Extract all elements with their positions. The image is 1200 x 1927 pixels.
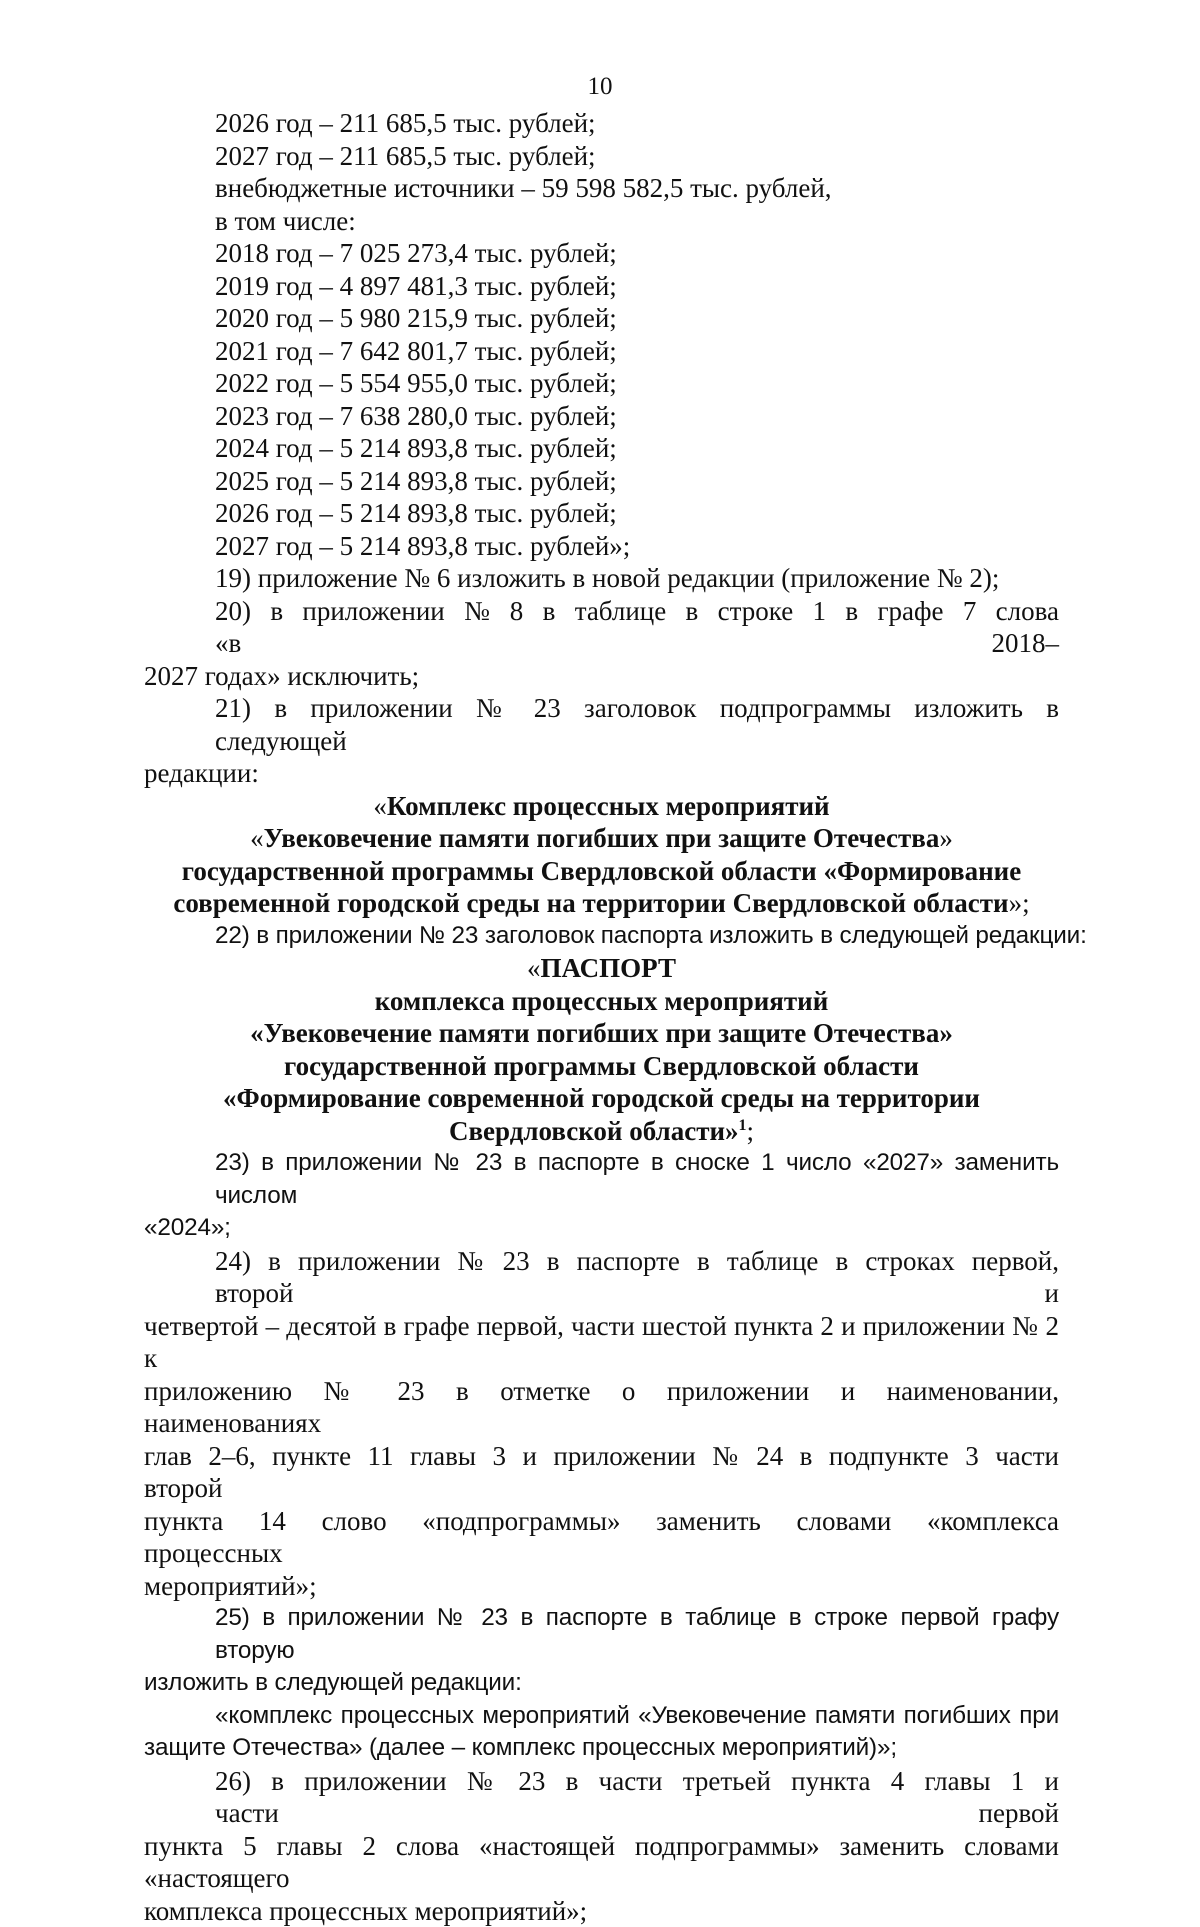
item-23-line: «2024»; (144, 1212, 1059, 1245)
budget-line: 2018 год – 7 025 273,4 тыс. рублей; (144, 237, 1059, 270)
item-26 (144, 1765, 1059, 1927)
item-19: 19) приложение № 6 изложить в новой редакции (приложение № 2); (144, 562, 1059, 595)
item-25-line: 25) в приложении № 23 в паспорте в таблице в строке первой графу вторую (144, 1602, 1059, 1667)
budget-line: 2024 год – 5 214 893,8 тыс. рублей; (144, 432, 1059, 465)
item-26-line: пункта 5 главы 2 слова «настоящей подпрограммы» заменить словами «настоящего (144, 1830, 1059, 1895)
budget-line: в том числе: (144, 205, 1059, 238)
budget-line: 2025 год – 5 214 893,8 тыс. рублей; (144, 465, 1059, 498)
budget-line: 2027 год – 211 685,5 тыс. рублей; (144, 140, 1059, 173)
page-number: 10 (0, 72, 1200, 102)
item-24-line: 24) в приложении № 23 в паспорте в таблице в строках первой, второй и (144, 1245, 1059, 1310)
quote-mark: « (373, 791, 387, 821)
passport-title-line: ПАСПОРТ (541, 953, 677, 983)
budget-list (144, 107, 1059, 562)
item-25-quote-line: «комплекс процессных мероприятий «Увековечение памяти погибших при (144, 1700, 1059, 1733)
item-24-line: глав 2–6, пункте 11 главы 3 и приложении № 24 в подпункте 3 части второй (144, 1440, 1059, 1505)
item-21-line: 21) в приложении № 23 заголовок подпрограммы изложить в следующей (144, 692, 1059, 757)
budget-line: 2022 год – 5 554 955,0 тыс. рублей; (144, 367, 1059, 400)
quote-mark: » (939, 823, 953, 853)
item-24 (144, 1245, 1059, 1603)
passport-title (144, 952, 1059, 1147)
budget-line: 2026 год – 5 214 893,8 тыс. рублей; (144, 497, 1059, 530)
budget-line: 2023 год – 7 638 280,0 тыс. рублей; (144, 400, 1059, 433)
subprogram-title-line: государственной программы Свердловской области «Формирование (144, 855, 1059, 888)
item-23 (144, 1147, 1059, 1245)
item-24-line: приложению № 23 в отметке о приложении и наименовании, наименованиях (144, 1375, 1059, 1440)
quote-mark: « (527, 953, 541, 983)
item-24-line: четвертой – десятой в графе первой, части шестой пункта 2 и приложении № 2 к (144, 1310, 1059, 1375)
quote-mark: « (250, 823, 264, 853)
passport-title-line: «Формирование современной городской среды на территории (144, 1082, 1059, 1115)
item-25-quote-line: защите Отечества» (далее – комплекс процессных мероприятий)»; (144, 1732, 1059, 1765)
passport-title-line: Свердловской области» (449, 1116, 739, 1146)
subprogram-title-line: современной городской среды на территории Свердловской области (173, 888, 1008, 918)
item-20-line: 20) в приложении № 8 в таблице в строке 1 в графе 7 слова «в 2018– (144, 595, 1059, 660)
budget-line: 2019 год – 4 897 481,3 тыс. рублей; (144, 270, 1059, 303)
item-26-line: комплекса процессных мероприятий»; (144, 1895, 1059, 1927)
subprogram-title (144, 790, 1059, 920)
budget-line: 2021 год – 7 642 801,7 тыс. рублей; (144, 335, 1059, 368)
footnote-mark: 1 (739, 1117, 747, 1134)
passport-title-line: комплекса процессных мероприятий (144, 985, 1059, 1018)
item-25 (144, 1602, 1059, 1765)
budget-line: 2020 год – 5 980 215,9 тыс. рублей; (144, 302, 1059, 335)
item-21 (144, 692, 1059, 790)
subprogram-title-line: Комплекс процессных мероприятий (387, 791, 830, 821)
document-body (144, 107, 1059, 1927)
budget-line: 2026 год – 211 685,5 тыс. рублей; (144, 107, 1059, 140)
quote-mark: ; (747, 1116, 755, 1146)
item-22: 22) в приложении № 23 заголовок паспорта изложить в следующей редакции: (144, 920, 1059, 953)
item-25-line: изложить в следующей редакции: (144, 1667, 1059, 1700)
item-20 (144, 595, 1059, 693)
passport-title-line: государственной программы Свердловской области (144, 1050, 1059, 1083)
subprogram-title-line: Увековечение памяти погибших при защите Отечества (264, 823, 940, 853)
item-21-line: редакции: (144, 757, 1059, 790)
quote-mark: »; (1009, 888, 1030, 918)
item-23-line: 23) в приложении № 23 в паспорте в сноске 1 число «2027» заменить числом (144, 1147, 1059, 1212)
passport-title-line: «Увековечение памяти погибших при защите Отечества» (144, 1017, 1059, 1050)
budget-line: 2027 год – 5 214 893,8 тыс. рублей»; (144, 530, 1059, 563)
item-24-line: пункта 14 слово «подпрограммы» заменить словами «комплекса процессных (144, 1505, 1059, 1570)
budget-line: внебюджетные источники – 59 598 582,5 тыс. рублей, (144, 172, 1059, 205)
item-26-line: 26) в приложении № 23 в части третьей пункта 4 главы 1 и части первой (144, 1765, 1059, 1830)
item-20-line: 2027 годах» исключить; (144, 660, 1059, 693)
item-24-line: мероприятий»; (144, 1570, 1059, 1603)
